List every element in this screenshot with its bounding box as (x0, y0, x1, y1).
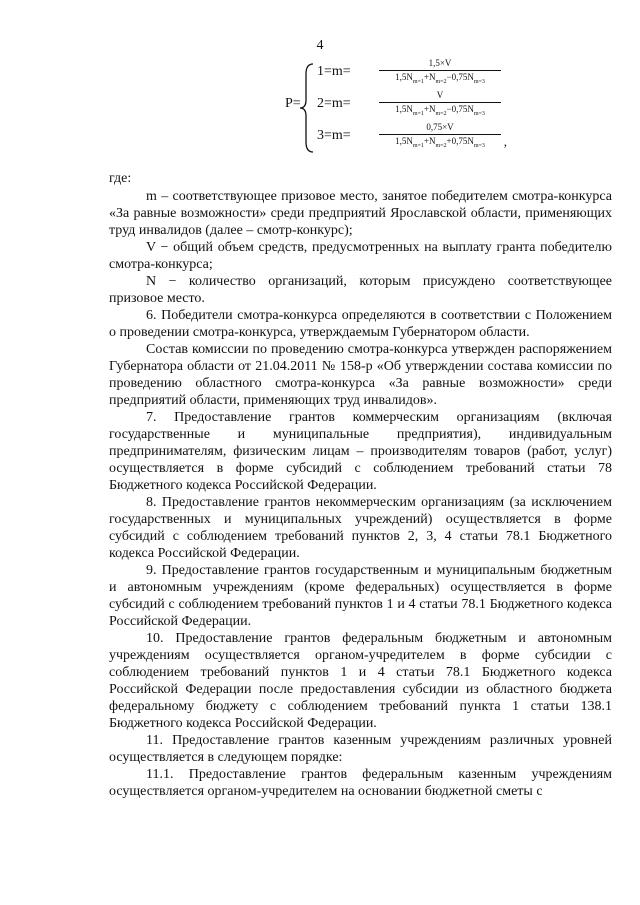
paragraph-7: 7. Предоставление грантов коммерческим организациям (включая государственные и муниципальные предприятия), индивидуальным предпринимателям, физическим лицам – производителям товаров (работ, услуг) осуществляется в форме субсидий с соблюдением требований статьи 78 Бюджетного кодекса Российской Федерации. (109, 410, 612, 493)
grant-formula (285, 58, 507, 154)
fraction-bar (379, 134, 501, 135)
fraction-numerator: 1,5×V (428, 58, 452, 68)
paragraph-v-definition: V − общий объем средств, предусмотренных на выплату гранта победителю смотра-конкурса; (109, 240, 612, 272)
fraction-denominator: $1,5N_{m=1}+N_{m=2}+0,75N_{m=3}$ (395, 136, 485, 149)
fraction-numerator: 0,75×V (426, 122, 454, 132)
paragraph-9: 9. Предоставление грантов государственным и муниципальным бюджетным и автономным учреждениям (кроме федеральных) осуществляется в форме субсидий с соблюдением требований пунктов 1 и 4 статьи 78.1 Бюджетного кодекса Российской Федерации. (109, 563, 612, 629)
fraction-bar (379, 70, 501, 71)
formula-comma: , (503, 134, 507, 149)
fraction (379, 90, 501, 120)
formula-row-label: 1=m= (317, 64, 351, 79)
paragraph-10: 10. Предоставление грантов федеральным бюджетным и автономным учреждениям осуществляется органом-учредителем в форме субсидии с соблюдением требований пунктов 1 и 4 статьи 78.1 Бюджетного кодекса Российской Федерации после предоставления субсидии из областного бюджета федеральному бюджету с соблюдением требований пункта 1 статьи 138.1 Бюджетного кодекса Российской Федерации. (109, 631, 612, 731)
fraction-denominator: $1,5N_{m=1}+N_{m=2}-0,75N_{m=3}$ (395, 72, 485, 85)
paragraph-where: где: (109, 171, 132, 186)
paragraph-8: 8. Предоставление грантов некоммерческим организациям (за исключением государственных и муниципальных учреждений) осуществляется в форме субсидий с соблюдением требований пунктов 2, 3, 4 статьи 78.1 Бюджетного кодекса Российской Федерации. (109, 495, 612, 561)
document-body (109, 170, 612, 800)
paragraph-n-definition: N − количество организаций, которым присуждено соответствующее призовое место. (109, 274, 612, 306)
paragraph-11-1: 11.1. Предоставление грантов федеральным казенным учреждениям осуществляется органом-учредителем на основании бюджетной сметы с (109, 767, 612, 799)
paragraph-commission: Состав комиссии по проведению смотра-конкурса утвержден распоряжением Губернатора области от 21.04.2011 № 158-р «Об утверждении состава комиссии по проведению областного смотра-конкурса «За равные возможности» среди предприятий области, применяющих труд инвалидов». (109, 342, 612, 408)
fraction-denominator: $1,5N_{m=1}+N_{m=2}-0,75N_{m=3}$ (395, 104, 485, 117)
formula-row-label: 3=m= (317, 128, 351, 143)
paragraph-m-definition: m – соответствующее призовое место, занятое победителем смотра-конкурса «За равные возможности» среди предприятий Ярославской области, применяющих труд инвалидов (далее – смотр-конкурс); (109, 189, 612, 238)
paragraph-6: 6. Победители смотра-конкурса определяются в соответствии с Положением о проведении смотра-конкурса, утверждаемым Губернатором области. (109, 308, 612, 340)
formula-row-label: 2=m= (317, 96, 351, 111)
fraction (379, 58, 501, 88)
page-number: 4 (316, 38, 324, 53)
formula-lhs: P= (285, 96, 301, 111)
fraction (379, 122, 507, 152)
left-brace-icon (299, 62, 315, 154)
fraction-bar (379, 102, 501, 103)
fraction-numerator: V (436, 90, 444, 100)
paragraph-11: 11. Предоставление грантов казенным учреждениям различных уровней осуществляется в следующем порядке: (109, 733, 612, 765)
